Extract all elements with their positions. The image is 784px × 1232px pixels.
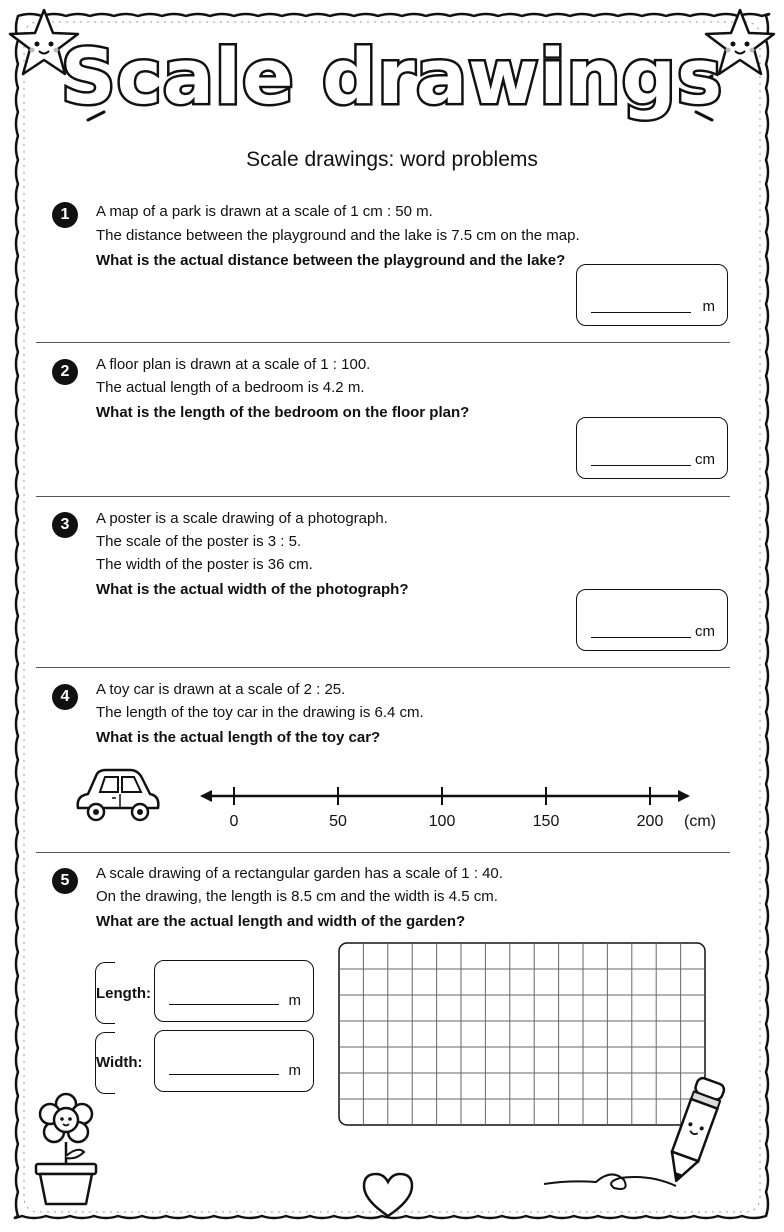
question-prompt: What is the length of the bedroom on the floor plan? <box>96 404 470 421</box>
ruler-number-line <box>196 782 696 812</box>
answer-blank[interactable] <box>591 312 691 313</box>
length-answer-box[interactable] <box>154 960 314 1022</box>
ruler-tick-label: 50 <box>329 813 347 830</box>
length-label: Length: <box>96 985 151 1002</box>
question-text: A scale drawing of a rectangular garden has a scale of 1 : 40. <box>96 865 503 882</box>
question-number: 3 <box>52 512 78 538</box>
question-text: A poster is a scale drawing of a photograph. <box>96 510 388 527</box>
answer-box[interactable] <box>576 589 728 651</box>
answer-unit: m <box>288 992 301 1009</box>
section-divider <box>36 496 730 497</box>
question-text: A toy car is drawn at a scale of 2 : 25. <box>96 681 346 698</box>
answer-blank[interactable] <box>169 1074 279 1075</box>
car-icon <box>72 766 164 828</box>
question-3 <box>52 509 732 659</box>
answer-blank[interactable] <box>591 637 691 638</box>
question-text: The length of the toy car in the drawing is 6.4 cm. <box>96 704 424 721</box>
question-prompt: What is the actual width of the photograph? <box>96 581 409 598</box>
flower-pot-icon <box>26 1090 106 1210</box>
width-label: Width: <box>96 1054 143 1071</box>
answer-unit: cm <box>695 623 715 640</box>
answer-blank[interactable] <box>169 1004 279 1005</box>
width-answer-box[interactable] <box>154 1030 314 1092</box>
ruler-unit: (cm) <box>684 813 716 830</box>
section-divider <box>36 667 730 668</box>
question-prompt: What is the actual length of the toy car? <box>96 729 381 746</box>
question-2 <box>52 355 732 485</box>
question-number: 4 <box>52 684 78 710</box>
question-1 <box>52 202 732 332</box>
question-5 <box>52 864 732 934</box>
question-text: The distance between the playground and the lake is 7.5 cm on the map. <box>96 227 580 244</box>
section-divider <box>36 342 730 343</box>
question-text: A floor plan is drawn at a scale of 1 : 100. <box>96 356 371 373</box>
question-text: The actual length of a bedroom is 4.2 m. <box>96 379 365 396</box>
question-prompt: What is the actual distance between the playground and the lake? <box>96 252 566 269</box>
question-text: The scale of the poster is 3 : 5. <box>96 533 302 550</box>
page-title: Scale drawings <box>60 32 724 121</box>
answer-unit: m <box>702 298 715 315</box>
ruler-tick-label: 150 <box>532 813 560 830</box>
page-subtitle: Scale drawings: word problems <box>246 148 538 171</box>
grid-paper[interactable] <box>338 942 708 1128</box>
question-number: 1 <box>52 202 78 228</box>
question-number: 2 <box>52 359 78 385</box>
answer-box[interactable] <box>576 264 728 326</box>
ruler-tick-label: 100 <box>428 813 456 830</box>
answer-box[interactable] <box>576 417 728 479</box>
section-divider <box>36 852 730 853</box>
ruler-tick-label: 0 <box>229 813 239 830</box>
question-text: The width of the poster is 36 cm. <box>96 556 313 573</box>
ruler-tick-label: 200 <box>636 813 664 830</box>
answer-unit: m <box>288 1062 301 1079</box>
question-prompt: What are the actual length and width of the garden? <box>96 913 466 930</box>
question-text: A map of a park is drawn at a scale of 1 cm : 50 m. <box>96 203 433 220</box>
answer-blank[interactable] <box>591 465 691 466</box>
question-number: 5 <box>52 868 78 894</box>
squiggle-line <box>540 1160 680 1200</box>
answer-unit: cm <box>695 451 715 468</box>
question-text: On the drawing, the length is 8.5 cm and the width is 4.5 cm. <box>96 888 498 905</box>
heart-icon <box>360 1170 416 1220</box>
